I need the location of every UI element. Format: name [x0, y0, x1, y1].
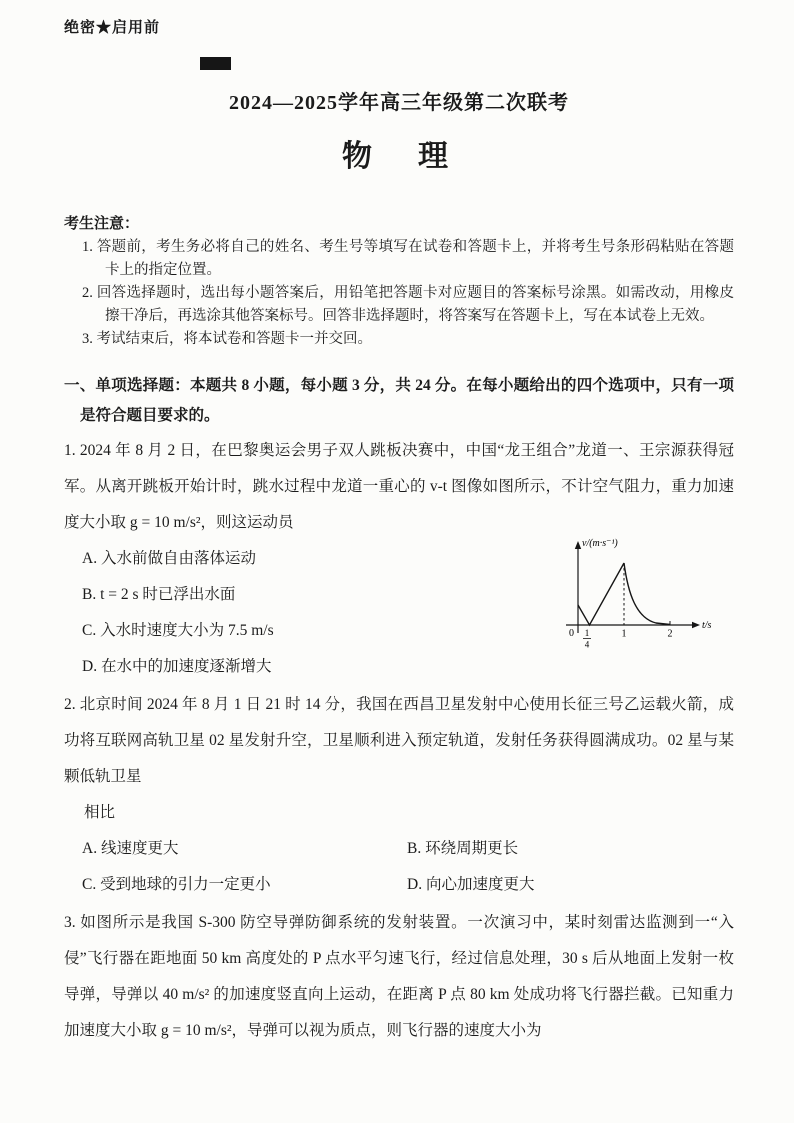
question-1-text: 1. 2024 年 8 月 2 日，在巴黎奥运会男子双人跳板决赛中，中国“龙王组合”龙道一、王宗源获得冠军。从离开跳板开始计时，跳水过程中龙道一重心的 v-t 图像如图所示，不计空气阻力，重力加速度大小取 g = 10 m/s²，则这运动员 [64, 442, 734, 531]
question-1 [64, 433, 734, 685]
question-3-text: 3. 如图所示是我国 S-300 防空导弹防御系统的发射装置。一次演习中，某时刻雷达监测到一“入侵”飞行器在距地面 50 km 高度处的 P 点水平匀速飞行，经过信息处理，30 s 后从地面上发射一枚导弹，导弹以 40 m/s² 的加速度竖直向上运动，在距离 P 点 80 km 处成功将飞行器拦截。已知重力加速度大小取 g = 10 m/s²，导弹可以视为质点，则飞行器的速度大小为 [64, 914, 734, 1039]
page-content [64, 0, 734, 1049]
question-2-text-cont: 相比 [84, 804, 116, 821]
svg-text:1: 1 [584, 628, 590, 638]
notice-item-2: 2. 回答选择题时，选出每小题答案后，用铅笔把答题卡对应题目的答案标号涂黑。如需改动，用橡皮擦干净后，再选涂其他答案标号。回答非选择题时，将答案写在答题卡上，写在本试卷上无效。 [82, 285, 734, 324]
section-1-heading: 一、单项选择题：本题共 8 小题，每小题 3 分，共 24 分。在每小题给出的四个选项中，只有一项是符合题目要求的。 [64, 377, 734, 424]
x-axis-label: t/s [702, 620, 712, 631]
question-3 [64, 905, 734, 1049]
question-2-options [82, 831, 734, 903]
velocity-time-graph [556, 533, 716, 661]
vt-curve [578, 563, 670, 625]
tick-label-2: 2 [667, 628, 673, 640]
question-1-option-d: D. 在水中的加速度逐渐增大 [82, 658, 272, 675]
question-2-text: 2. 北京时间 2024 年 8 月 1 日 21 时 14 分，我国在西昌卫星发射中心使用长征三号乙运载火箭，成功将互联网高轨卫星 02 星发射升空，卫星顺利进入预定轨道，发射任务获得圆满成功。02 星与某颗低轨卫星 [64, 696, 734, 785]
vt-graph-svg [556, 533, 716, 661]
notice-list [82, 236, 734, 351]
tick-label-1: 1 [621, 628, 627, 640]
question-1-option-a: A. 入水前做自由落体运动 [82, 550, 256, 567]
quarter-fraction-label [583, 628, 591, 650]
classification-label: 绝密★启用前 [64, 20, 161, 36]
y-axis [575, 541, 581, 633]
notice-item-1: 1. 答题前，考生务必将自己的姓名、考生号等填写在试卷和答题卡上，并将考生号条形码粘贴在答题卡上的指定位置。 [82, 239, 734, 278]
question-2 [64, 687, 734, 903]
question-1-option-c: C. 入水时速度大小为 7.5 m/s [82, 622, 274, 639]
exam-title: 2024—2025学年高三年级第二次联考 [229, 92, 569, 114]
question-1-options [82, 538, 734, 685]
y-axis-label: v/(m·s⁻¹) [582, 538, 618, 549]
question-2-option-c: C. 受到地球的引力一定更小 [82, 876, 271, 893]
question-2-option-b: B. 环绕周期更长 [407, 840, 519, 857]
origin-label: 0 [569, 628, 574, 639]
question-1-option-b: B. t = 2 s 时已浮出水面 [82, 586, 236, 603]
notice-heading: 考生注意： [64, 216, 140, 232]
candidate-notice [64, 213, 734, 351]
notice-item-3: 3. 考试结束后，将本试卷和答题卡一并交回。 [82, 331, 372, 347]
subject-title: 物 理 [342, 140, 456, 173]
question-2-option-d: D. 向心加速度更大 [407, 876, 535, 893]
svg-text:4: 4 [584, 639, 590, 650]
question-2-option-a: A. 线速度更大 [82, 840, 179, 857]
